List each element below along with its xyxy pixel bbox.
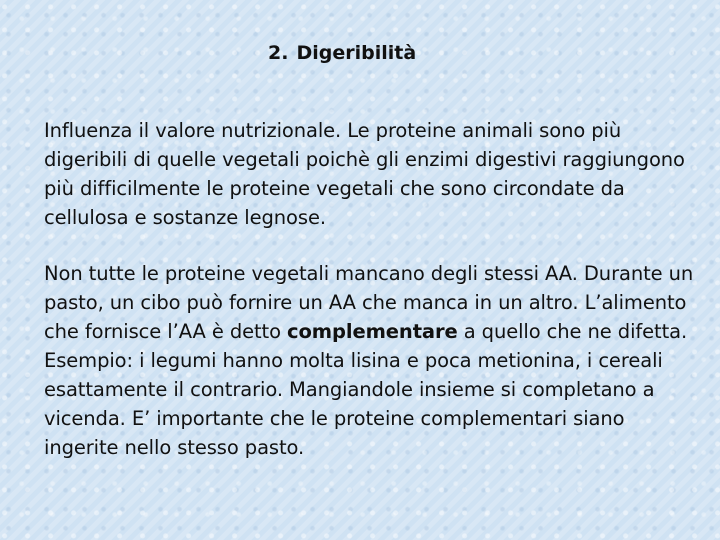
paragraph-digestibility <box>44 116 694 232</box>
slide-title-text: Digeribilità <box>296 42 417 64</box>
slide-title <box>268 42 416 64</box>
complementare-term: complementare <box>287 320 458 343</box>
paragraph-complementary-proteins <box>44 259 694 462</box>
paragraph-digestibility-text: Influenza il valore nutrizionale. Le proteine animali sono più digeribili di quelle vegetali poichè gli enzimi digestivi raggiungono più difficilmente le proteine vegetali che sono circondate da cellulosa e sostanze legnose. <box>44 119 685 229</box>
slide-title-number: 2. <box>268 42 289 64</box>
paragraph-complementary-text-after: a quello che ne difetta. Esempio: i legumi hanno molta lisina e poca metionina, i cereali esattamente il contrario. Mangiandole insieme si completano a vicenda. E’ importante che le proteine complementari siano ingerite nello stesso pasto. <box>44 320 688 459</box>
paragraph-complementary-text-before: Non tutte le proteine vegetali mancano degli stessi AA. Durante un pasto, un cibo può fornire un AA che manca in un altro. L’alimento che fornisce l’AA è detto <box>44 262 694 343</box>
